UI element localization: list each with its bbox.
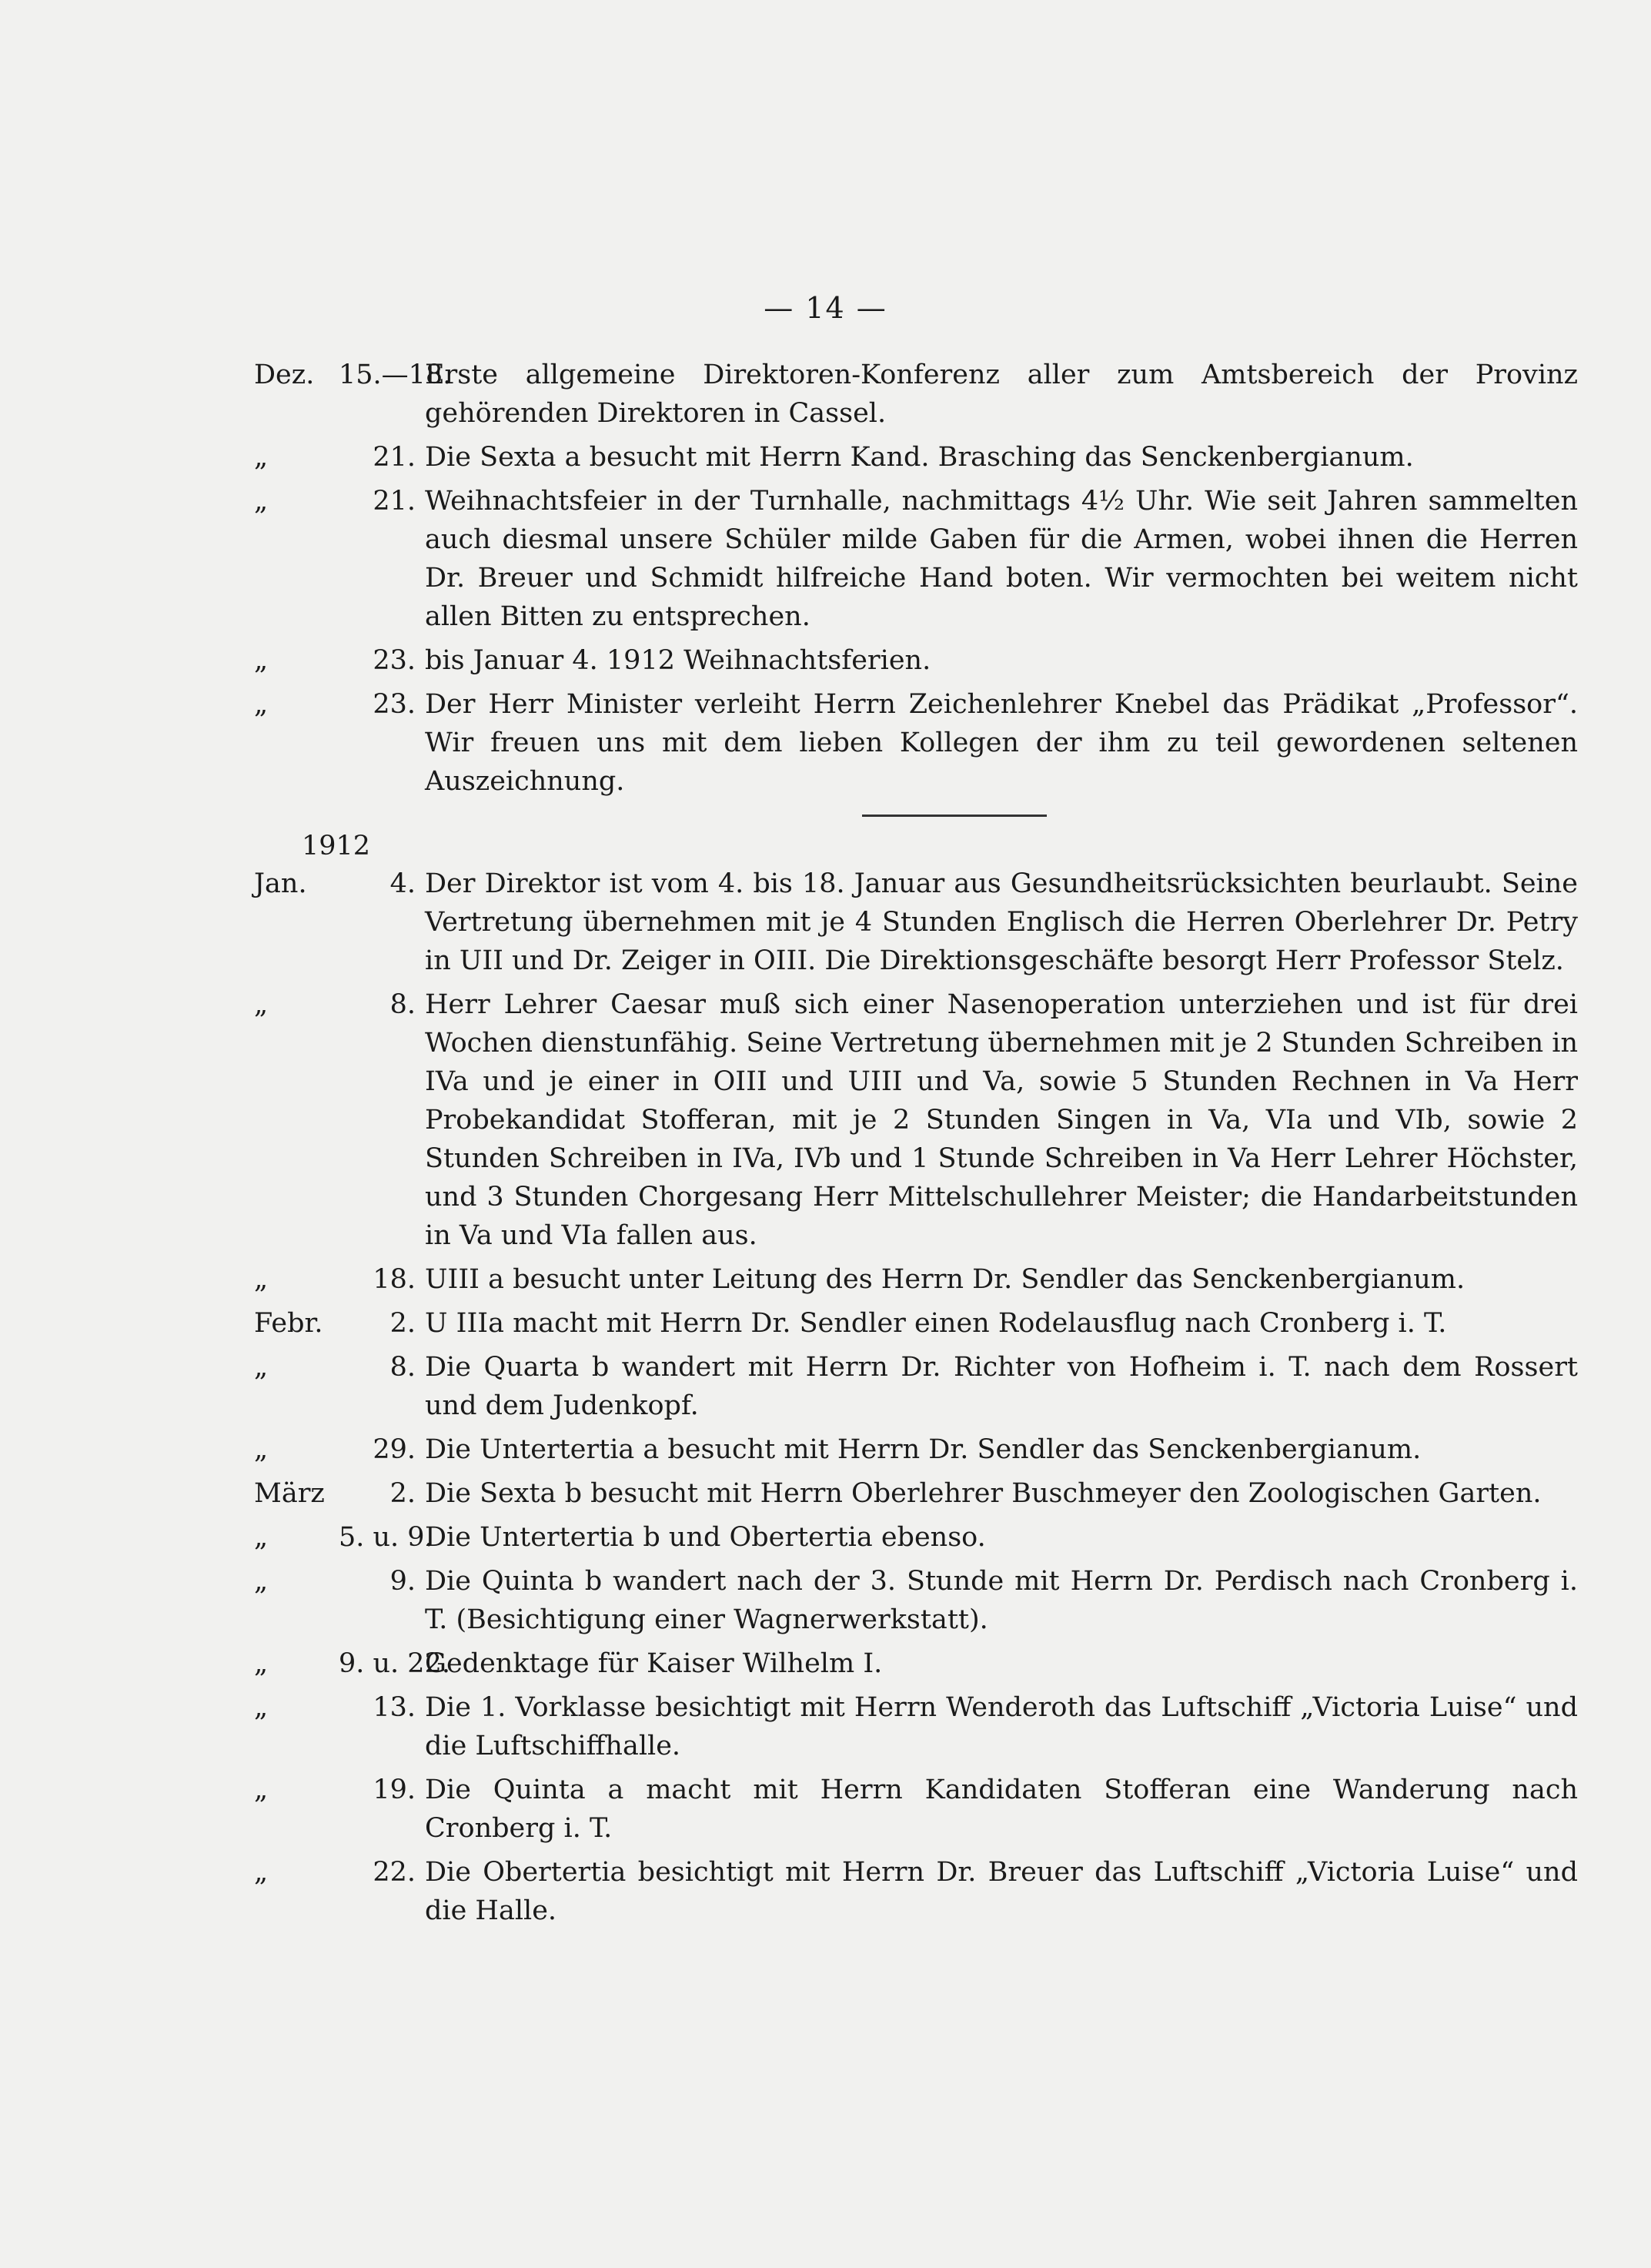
entry-date: 8. bbox=[389, 989, 416, 1020]
entry-date: 21. bbox=[373, 442, 416, 473]
entry-date: 29. bbox=[373, 1434, 416, 1465]
entry-text: bis Januar 4. 1912 Weihnachtsferien. bbox=[425, 645, 931, 676]
school-chronicle bbox=[254, 356, 1578, 1935]
entry-text: Die 1. Vorklasse besichtigt mit Herrn Wenderoth das Luftschiff „Victoria Luise“ und die Luftschiffhalle. bbox=[425, 1692, 1578, 1761]
entry-month: „ bbox=[254, 1648, 269, 1679]
entry-date: 2. bbox=[389, 1478, 416, 1509]
entry-month: „ bbox=[254, 486, 269, 517]
entry-month: „ bbox=[254, 1264, 269, 1295]
entry-text: Die Quarta b wandert mit Herrn Dr. Richter von Hofheim i. T. nach dem Rossert und dem Judenkopf. bbox=[425, 1352, 1578, 1421]
chronicle-entry bbox=[254, 1474, 1578, 1513]
chronicle-entry bbox=[254, 438, 1578, 477]
entry-text: Die Quinta b wandert nach der 3. Stunde mit Herrn Dr. Perdisch nach Cronberg i. T. (Besichtigung einer Wagnerwerkstatt). bbox=[425, 1566, 1578, 1635]
entry-text: Der Direktor ist vom 4. bis 18. Januar aus Gesundheitsrücksichten beurlaubt. Seine Vertretung übernehmen mit je 4 Stunden Englisch die Herren Oberlehrer Dr. Petry in UII und Dr. Zeiger in OIII. Die Direktionsgeschäfte besorgt Herr Professor Stelz. bbox=[425, 868, 1578, 976]
entry-date: 21. bbox=[373, 486, 416, 517]
entry-date: 2. bbox=[389, 1308, 416, 1339]
chronicle-entry bbox=[254, 1260, 1578, 1299]
entry-month: März bbox=[254, 1478, 325, 1509]
entry-text: Die Obertertia besichtigt mit Herrn Dr. Breuer das Luftschiff „Victoria Luise“ und die Halle. bbox=[425, 1857, 1578, 1926]
page-number: — 14 — bbox=[764, 291, 887, 325]
chronicle-entry bbox=[254, 356, 1578, 433]
entry-text: Die Sexta b besucht mit Herrn Oberlehrer Buschmeyer den Zoologischen Garten. bbox=[425, 1478, 1542, 1509]
entry-date: 8. bbox=[389, 1352, 416, 1383]
entry-month: Jan. bbox=[254, 868, 307, 899]
entry-date: 15.—18. bbox=[339, 360, 452, 390]
entry-month: „ bbox=[254, 689, 269, 720]
entry-month: „ bbox=[254, 1857, 269, 1888]
chronicle-entry bbox=[254, 641, 1578, 680]
chronicle-entry bbox=[254, 865, 1578, 980]
entry-month: Febr. bbox=[254, 1308, 323, 1339]
entry-text: UIII a besucht unter Leitung des Herrn Dr. Sendler das Senckenbergianum. bbox=[425, 1264, 1466, 1295]
december-entries bbox=[254, 356, 1578, 801]
entry-date: 13. bbox=[373, 1692, 416, 1723]
chronicle-entry bbox=[254, 482, 1578, 636]
chronicle-entry bbox=[254, 1304, 1578, 1343]
entry-date: 18. bbox=[373, 1264, 416, 1295]
entry-month: „ bbox=[254, 989, 269, 1020]
entry-text: Die Untertertia a besucht mit Herrn Dr. Sendler das Senckenbergianum. bbox=[425, 1434, 1422, 1465]
entry-date: 23. bbox=[373, 689, 416, 720]
chronicle-entry bbox=[254, 1688, 1578, 1765]
chronicle-entry bbox=[254, 1430, 1578, 1469]
entry-text: Erste allgemeine Direktoren-Konferenz aller zum Amtsbereich der Provinz gehörenden Direktoren in Cassel. bbox=[425, 360, 1578, 429]
entry-date: 19. bbox=[373, 1775, 416, 1805]
entry-date: 22. bbox=[373, 1857, 416, 1888]
entry-date: 5. u. 9. bbox=[339, 1522, 433, 1553]
entries-1912 bbox=[254, 865, 1578, 1930]
chronicle-entry bbox=[254, 1644, 1578, 1683]
entry-text: Die Quinta a macht mit Herrn Kandidaten Stofferan eine Wanderung nach Cronberg i. T. bbox=[425, 1775, 1578, 1844]
entry-text: Gedenktage für Kaiser Wilhelm I. bbox=[425, 1648, 883, 1679]
section-divider bbox=[862, 815, 1047, 817]
entry-month: „ bbox=[254, 1434, 269, 1465]
entry-month: „ bbox=[254, 645, 269, 676]
chronicle-entry bbox=[254, 985, 1578, 1255]
entry-month: „ bbox=[254, 1775, 269, 1805]
entry-month: „ bbox=[254, 1522, 269, 1553]
chronicle-entry bbox=[254, 1518, 1578, 1557]
entry-month: „ bbox=[254, 442, 269, 473]
entry-text: Die Sexta a besucht mit Herrn Kand. Brasching das Senckenbergianum. bbox=[425, 442, 1414, 473]
entry-text: Die Untertertia b und Obertertia ebenso. bbox=[425, 1522, 986, 1553]
entry-month: „ bbox=[254, 1692, 269, 1723]
entry-date: 4. bbox=[389, 868, 416, 899]
chronicle-entry bbox=[254, 685, 1578, 801]
entry-date: 9. bbox=[389, 1566, 416, 1597]
entry-month: Dez. bbox=[254, 360, 315, 390]
entry-date: 9. u. 22. bbox=[339, 1648, 450, 1679]
entry-month: „ bbox=[254, 1566, 269, 1597]
chronicle-entry bbox=[254, 1562, 1578, 1639]
entry-date: 23. bbox=[373, 645, 416, 676]
chronicle-entry bbox=[254, 1771, 1578, 1848]
entry-text: Weihnachtsfeier in der Turnhalle, nachmittags 4½ Uhr. Wie seit Jahren sammelten auch diesmal unsere Schüler milde Gaben für die Armen, wobei ihnen die Herren Dr. Breuer und Schmidt hilfreiche Hand boten. Wir vermochten bei weitem nicht allen Bitten zu entsprechen. bbox=[425, 486, 1578, 632]
entry-text: Der Herr Minister verleiht Herrn Zeichenlehrer Knebel das Prädikat „Professor“. Wir freuen uns mit dem lieben Kollegen der ihm zu teil gewordenen seltenen Auszeichnung. bbox=[425, 689, 1578, 797]
entry-text: U IIIa macht mit Herrn Dr. Sendler einen Rodelausflug nach Cronberg i. T. bbox=[425, 1308, 1447, 1339]
entry-month: „ bbox=[254, 1352, 269, 1383]
year-heading: 1912 bbox=[302, 831, 371, 861]
entry-text: Herr Lehrer Caesar muß sich einer Nasenoperation unterziehen und ist für drei Wochen dienstunfähig. Seine Vertretung übernehmen mit je 2 Stunden Schreiben in IVa und je einer in OIII und UIII und Va, sowie 5 Stunden Rechnen in Va Herr Probekandidat Stofferan, mit je 2 Stunden Singen in Va, VIa und VIb, sowie 2 Stunden Schreiben in IVa, IVb und 1 Stunde Schreiben in Va Herr Lehrer Höchster, und 3 Stunden Chorgesang Herr Mittelschullehrer Meister; die Handarbeitstunden in Va und VIa fallen aus. bbox=[425, 989, 1578, 1251]
chronicle-entry bbox=[254, 1348, 1578, 1425]
chronicle-entry bbox=[254, 1853, 1578, 1930]
